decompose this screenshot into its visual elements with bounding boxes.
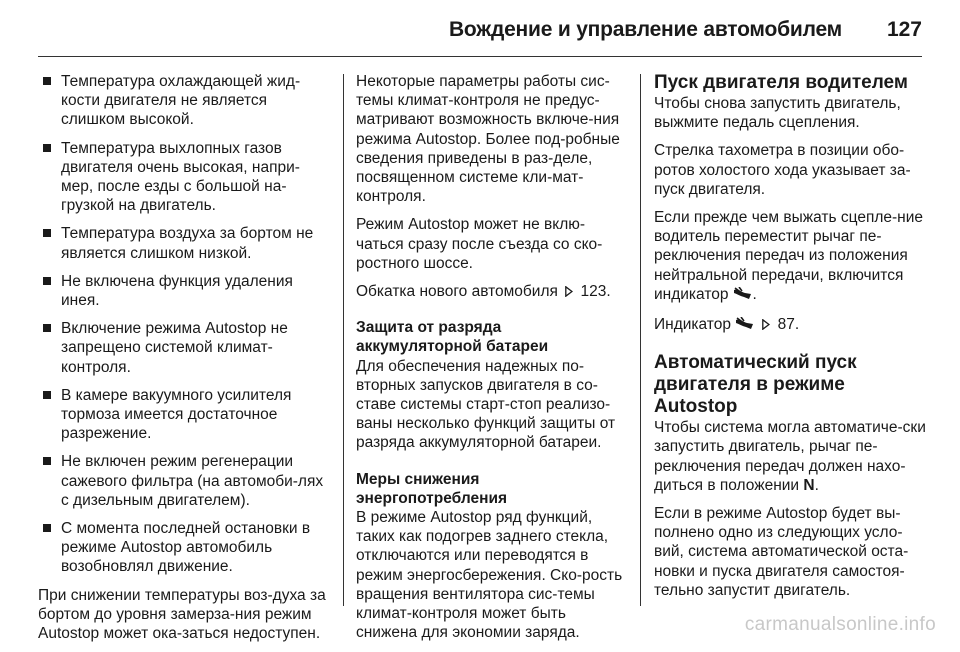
column-3 bbox=[654, 72, 928, 609]
list-item bbox=[38, 452, 328, 510]
reference-page-link[interactable]: 87. bbox=[777, 316, 800, 334]
body-paragraph: Режим Autostop может не вклю-чаться сразу после съезда со ско-ростного шоссе. bbox=[356, 216, 603, 272]
body-paragraph: Стрелка тахометра в позиции обо-ротов холостого хода указывает за-пуск двигателя. bbox=[654, 142, 911, 198]
section-subheading bbox=[356, 470, 626, 508]
page-header bbox=[0, 0, 960, 62]
body-paragraph: Если прежде чем выжать сцепле-ние водитель переместит рычаг пе-реключения передач из положения нейтральной передачи, включится индикатор . bbox=[654, 208, 928, 306]
body-paragraph: Для обеспечения надежных по-вторных запусков двигателя в со-ставе системы старт-стоп реализо-ваны несколько функций защиты от разряда аккумуляторной батареи. bbox=[356, 357, 616, 452]
cross-reference-paragraph bbox=[654, 315, 928, 336]
list-item-text: В камере вакуумного усилителя тормоза имеется достаточное разрежение. bbox=[61, 386, 292, 443]
bullet-icon bbox=[43, 457, 51, 465]
heading-line: Автоматический пуск bbox=[654, 352, 857, 374]
reference-page-link[interactable]: 123. bbox=[580, 283, 611, 301]
autostop-indicator-icon bbox=[733, 287, 753, 306]
autostop-indicator-icon bbox=[735, 317, 755, 336]
list-item bbox=[38, 272, 328, 310]
watermark: carmanualsonline.info bbox=[744, 614, 936, 635]
column-divider-2 bbox=[640, 74, 641, 606]
list-item bbox=[38, 72, 328, 130]
section-subheading bbox=[356, 318, 626, 356]
list-item bbox=[38, 386, 328, 444]
header-title: Вождение и управление автомобилем bbox=[448, 18, 842, 41]
body-paragraph: Некоторые параметры работы сис-темы климат-контроля не предус-матривают возможность включе-ния режима Autostop. Более под-робные сведения приведены в раз-деле, посвященном системе кли-мат-контроля. bbox=[356, 73, 620, 206]
list-item-text: Температура воздуха за бортом не является слишком низкой. bbox=[61, 225, 314, 262]
list-item-text: Включение режима Autostop не запрещено системой климат-контроля. bbox=[61, 320, 288, 376]
bullet-icon bbox=[43, 144, 51, 152]
page-number: 127 bbox=[886, 18, 922, 41]
bullet-icon bbox=[43, 324, 51, 332]
section-heading bbox=[654, 352, 928, 418]
reference-arrow-icon bbox=[762, 319, 770, 330]
cross-reference-paragraph bbox=[356, 282, 626, 301]
heading-line: двигателя в режиме Autostop bbox=[654, 374, 845, 418]
section-heading: Пуск двигателя водителем bbox=[654, 72, 908, 93]
body-paragraph: При снижении температуры воз-духа за бортом до уровня замерза-ния режим Autostop может ока-заться недоступен. bbox=[38, 586, 326, 643]
subheading-line: энергопотребления bbox=[356, 489, 508, 507]
paragraph-text: Индикатор bbox=[654, 316, 731, 334]
column-2 bbox=[356, 72, 626, 651]
body-paragraph: Чтобы снова запустить двигатель, выжмите педаль сцепления. bbox=[654, 95, 901, 132]
bullet-icon bbox=[43, 277, 51, 285]
list-item-text: Температура охлаждающей жид-кости двигателя не является слишком высокой. bbox=[61, 73, 301, 129]
subheading-line: Меры снижения bbox=[356, 470, 480, 488]
list-item bbox=[38, 224, 328, 262]
reference-text: Обкатка нового автомобиля bbox=[356, 283, 558, 301]
body-paragraph: Чтобы система могла автоматиче-ски запустить двигатель, рычаг пе-реключения передач должен нахо-диться в положении N. bbox=[654, 419, 926, 494]
bullet-icon bbox=[43, 229, 51, 237]
reference-arrow-icon bbox=[565, 286, 573, 297]
column-1 bbox=[38, 72, 328, 652]
list-item bbox=[38, 319, 328, 377]
list-item-text: Не включен режим регенерации сажевого фильтра (на автомоби-лях с дизельным двигателем). bbox=[61, 453, 324, 509]
list-item bbox=[38, 519, 328, 577]
list-item-text: С момента последней остановки в режиме Autostop автомобиль возобновлял движение. bbox=[61, 520, 311, 576]
header-divider bbox=[38, 56, 922, 57]
body-paragraph: В режиме Autostop ряд функций, таких как подогрев заднего стекла, отключаются или переводятся в режим энергосбережения. Ско-рость вращения вентилятора сис-темы климат-контроля может быть снижена для экономии заряда. bbox=[356, 509, 623, 642]
subheading-line: Защита от разряда bbox=[356, 319, 502, 337]
subheading-line: аккумуляторной батареи bbox=[356, 338, 549, 356]
bullet-icon bbox=[43, 391, 51, 399]
list-item-text: Не включена функция удаления инея. bbox=[61, 272, 293, 310]
body-paragraph: Если в режиме Autostop будет вы-полнено одно из следующих усло-вий, система автоматической оста-новки и пуска двигателя самостоя-тельно запустит двигатель. bbox=[654, 505, 909, 599]
list-item-text: Температура выхлопных газов двигателя очень высокая, напри-мер, после езды с большой на-грузкой на двигатель. bbox=[61, 139, 300, 215]
gear-position-label: N bbox=[803, 476, 815, 494]
paragraph-text: Если прежде чем выжать сцепле-ние водитель переместит рычаг пе-реключения передач из положения нейтральной передачи, включится индикатор bbox=[654, 209, 924, 303]
bullet-icon bbox=[43, 524, 51, 532]
paragraph-text: Чтобы система могла автоматиче-ски запустить двигатель, рычаг пе-реключения передач должен нахо-диться в положении bbox=[654, 419, 926, 494]
column-divider-1 bbox=[343, 74, 344, 606]
list-item bbox=[38, 139, 328, 216]
bullet-icon bbox=[43, 77, 51, 85]
